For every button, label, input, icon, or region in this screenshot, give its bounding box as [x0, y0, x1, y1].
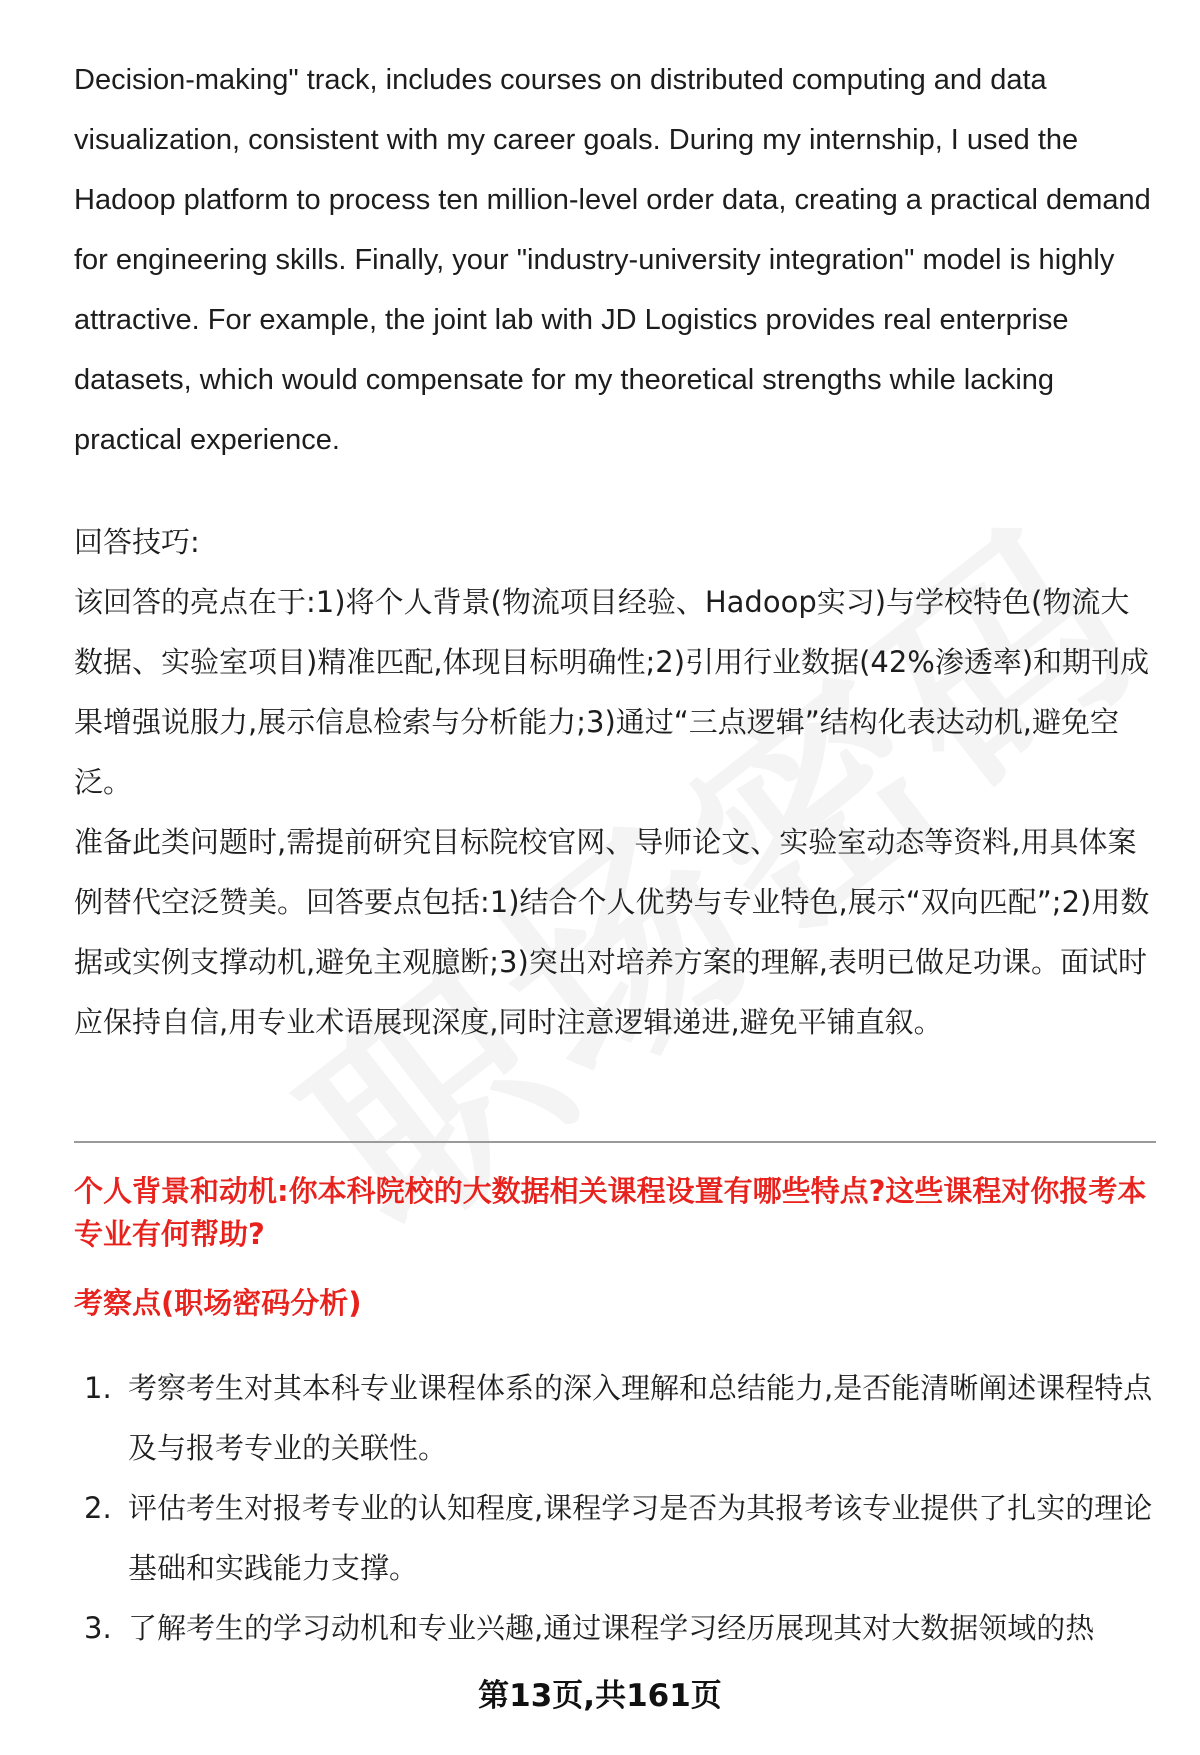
list-item-text: 评估考生对报考专业的认知程度,课程学习是否为其报考该专业提供了扎实的理论基础和实践能力支撑。 — [128, 1491, 1153, 1585]
list-item — [74, 1598, 1156, 1658]
tips-heading: 回答技巧: — [74, 525, 200, 559]
list-item-text: 考察考生对其本科专业课程体系的深入理解和总结能力,是否能清晰阐述课程特点及与报考专业的关联性。 — [128, 1371, 1153, 1465]
section-divider — [74, 1141, 1156, 1143]
answer-paragraph-en: Decision-making" track, includes courses on distributed computing and data visualization, consistent with my career goals. During my internship, I used the Hadoop platform to process ten million-level order data, creating a practical demand for engineering skills. Finally, your "industry-university integration" model is highly attractive. For example, the joint lab with JD Logistics provides real enterprise datasets, which would compensate for my theoretical strengths while lacking practical experience. — [74, 64, 1151, 456]
list-item — [74, 1478, 1156, 1598]
list-item-number: 3. — [84, 1611, 112, 1645]
points-list — [74, 1358, 1156, 1658]
question-heading: 个人背景和动机:你本科院校的大数据相关课程设置有哪些特点?这些课程对你报考本专业有何帮助? — [74, 1174, 1147, 1251]
page-number-footer: 第13页,共161页 — [478, 1678, 722, 1714]
main-content — [74, 50, 1154, 1052]
section-title: 考察点(职场密码分析) — [74, 1286, 362, 1320]
list-item-number: 1. — [84, 1371, 112, 1405]
list-item — [74, 1358, 1156, 1478]
tips-paragraph-2: 准备此类问题时,需提前研究目标院校官网、导师论文、实验室动态等资料,用具体案例替代空泛赞美。回答要点包括:1)结合个人优势与专业特色,展示“双向匹配”;2)用数据或实例支撑动机,避免主观臆断;3)突出对培养方案的理解,表明已做足功课。面试时应保持自信,用专业术语展现深度,同时注意逻辑递进,避免平铺直叙。 — [74, 825, 1150, 1039]
tips-paragraph-1: 该回答的亮点在于:1)将个人背景(物流项目经验、Hadoop实习)与学校特色(物流大数据、实验室项目)精准匹配,体现目标明确性;2)引用行业数据(42%渗透率)和期刊成果增强说服力,展示信息检索与分析能力;3)通过“三点逻辑”结构化表达动机,避免空泛。 — [74, 585, 1150, 799]
list-item-number: 2. — [84, 1491, 112, 1525]
list-item-text: 了解考生的学习动机和专业兴趣,通过课程学习经历展现其对大数据领域的热 — [128, 1611, 1095, 1645]
